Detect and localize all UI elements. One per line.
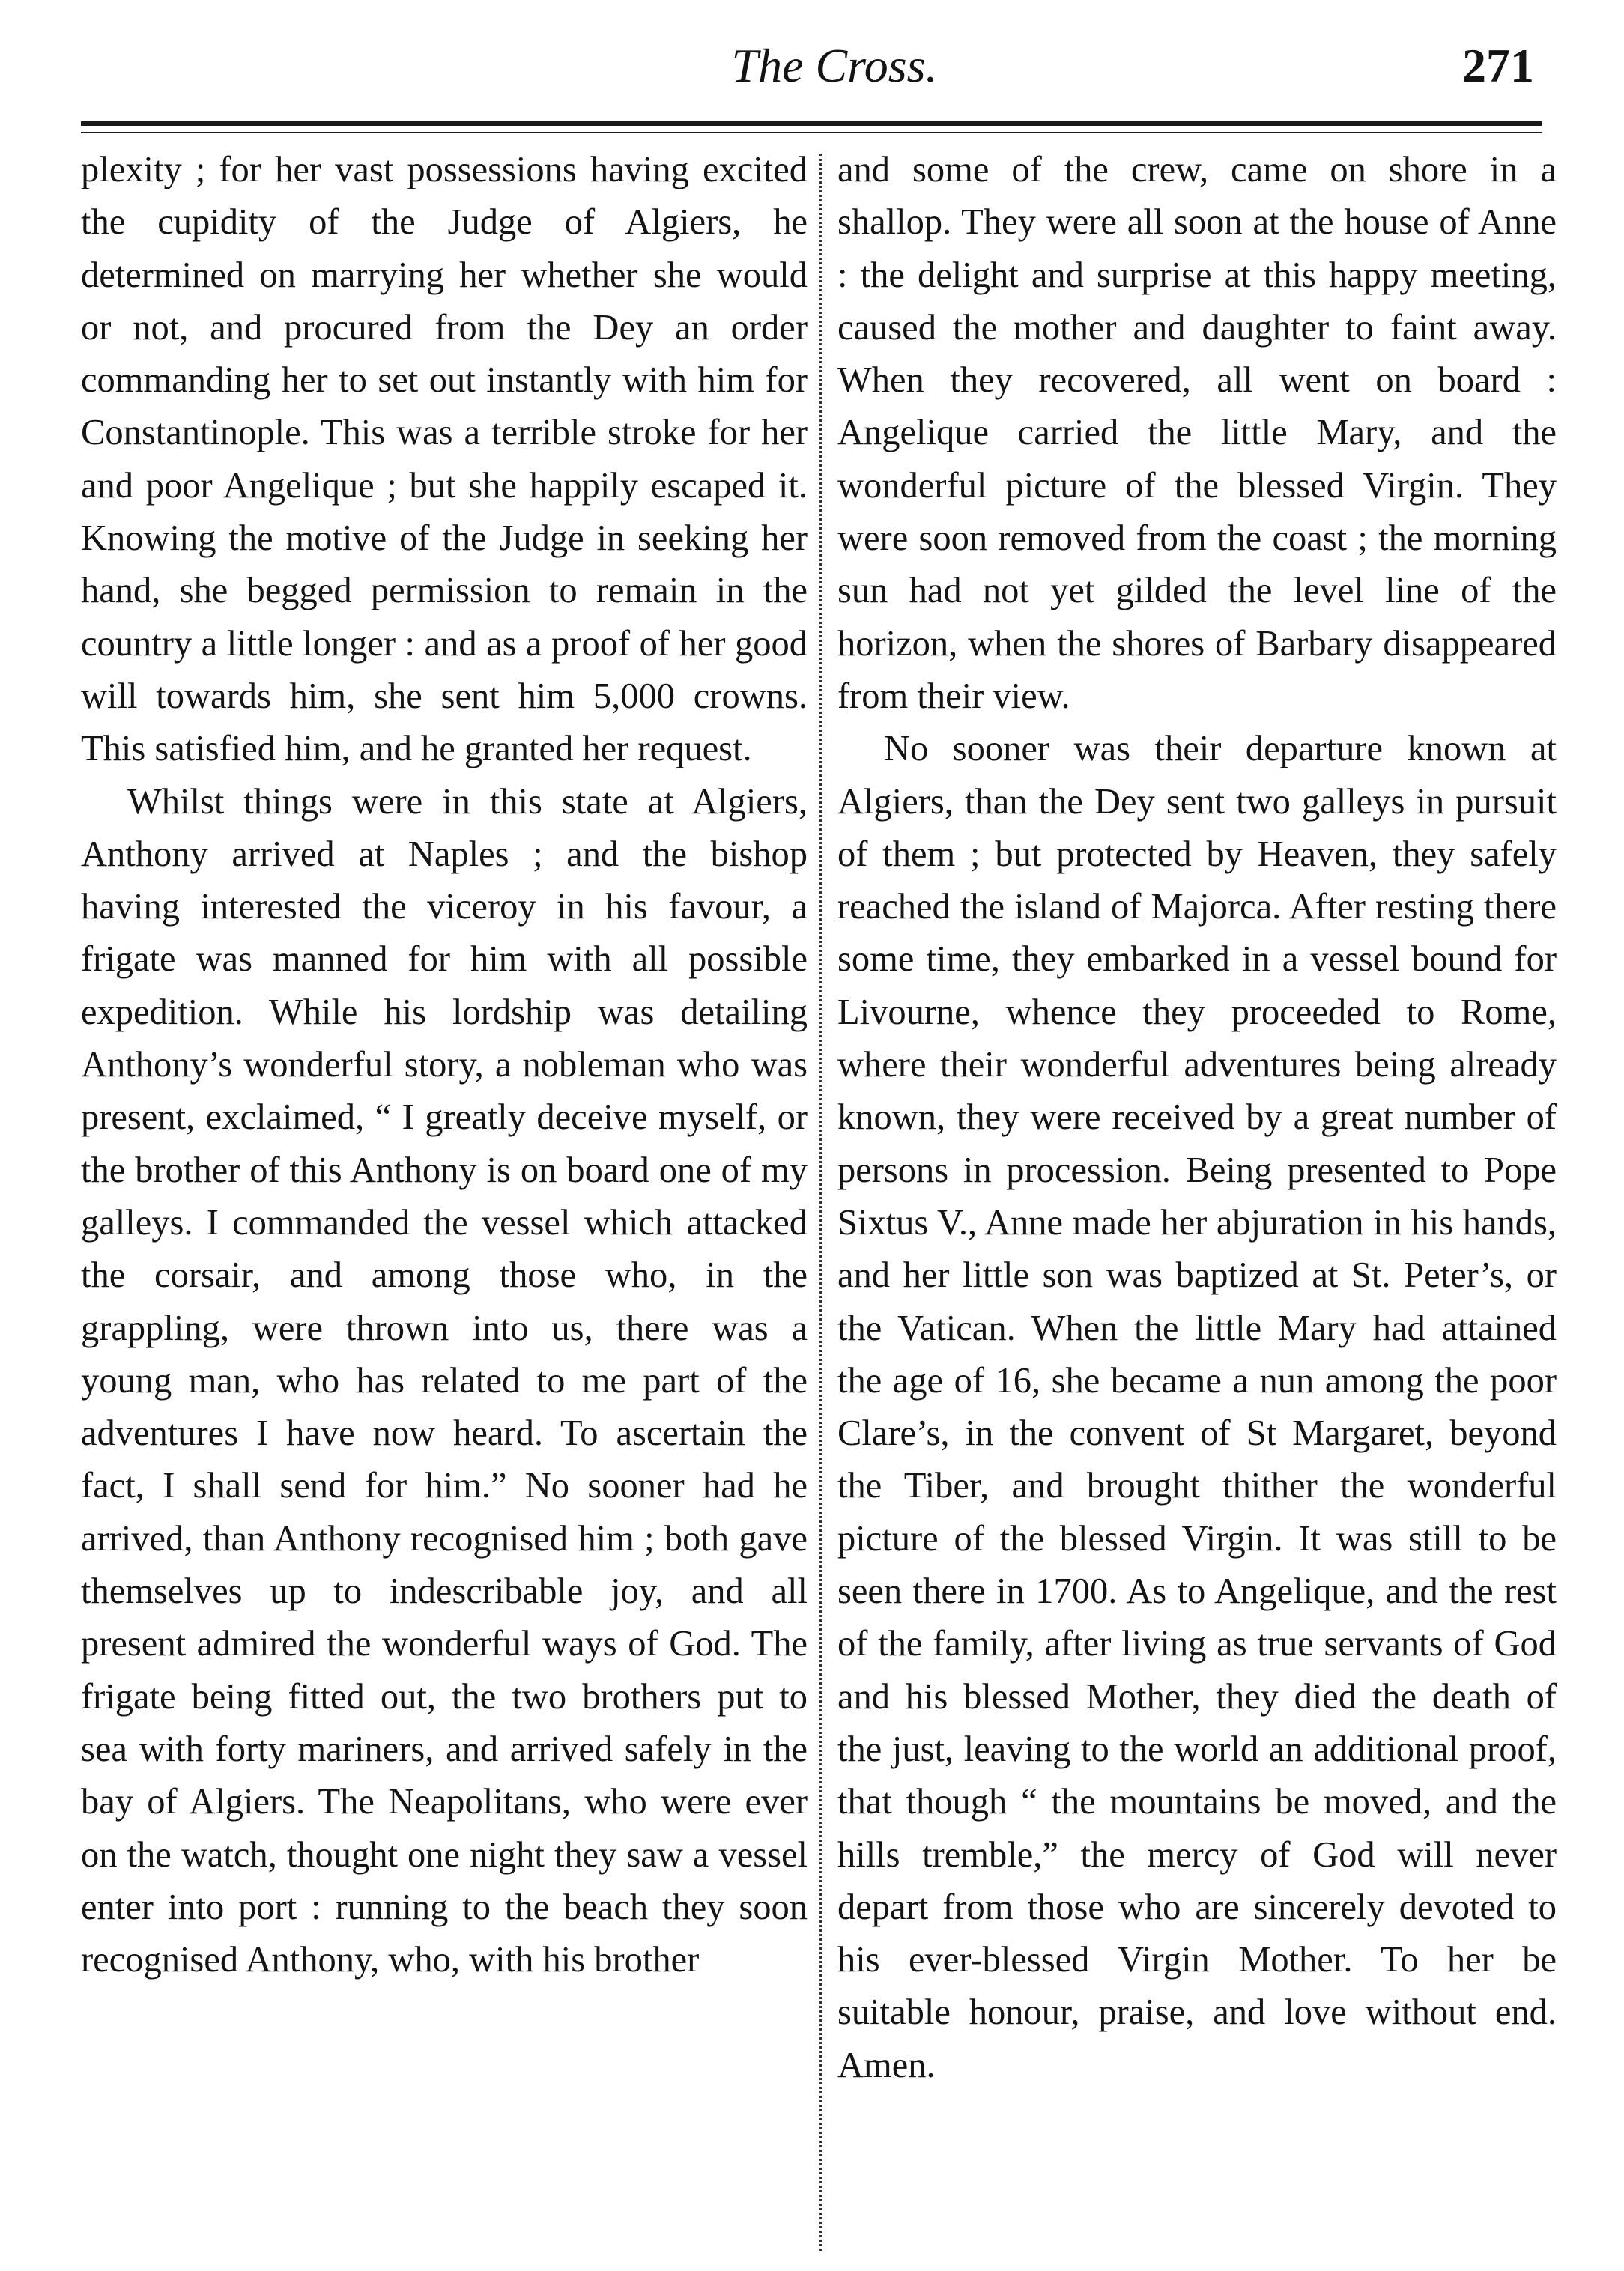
- header-rule-thin: [81, 132, 1542, 133]
- right-paragraph-1: and some of the crew, came on shore in a shallop. They were all soon at the house of Anne : the delight and surprise at this happy meeting, caused the mother and daughter to faint away. When they recovered, all went on board : Angelique carried the little Mary, and the wonderful picture of the blessed Virgin. They were soon removed from the coast ; the morning sun had not yet gilded the level line of the horizon, when the shores of Barbary disappeared from their view.: [837, 150, 1557, 716]
- column-divider: [819, 154, 822, 2251]
- right-column: [837, 144, 1557, 2241]
- page-number: 271: [1462, 39, 1534, 92]
- running-title: The Cross.: [731, 39, 938, 92]
- page-header: [0, 36, 1624, 96]
- left-column: [81, 144, 808, 2241]
- right-paragraph-2: No sooner was their departure known at Algiers, than the Dey sent two galleys in pursuit of them ; but protected by Heaven, they safely reached the island of Majorca. After resting there some time, they embarked in a vessel bound for Livourne, whence they proceeded to Rome, where their wonderful adventures being already known, they were received by a great number of persons in procession. Being presented to Pope Sixtus V., Anne made her abjuration in his hands, and her little son was baptized at St. Peter’s, or the Vatican. When the little Mary had attained the age of 16, she became a nun among the poor Clare’s, in the convent of St Margaret, beyond the Tiber, and brought thither the wonderful picture of the blessed Virgin. It was still to be seen there in 1700. As to Angelique, and the rest of the family, after living as true servants of God and his blessed Mother, they died the death of the just, leaving to the world an additional proof, that though “ the mountains be moved, and the hills tremble,” the mercy of God will never depart from those who are sincerely devoted to his ever-blessed Virgin Mother. To her be suitable honour, praise, and love without end. Amen.: [837, 729, 1557, 2085]
- left-paragraph-1: plexity ; for her vast possessions having excited the cupidity of the Judge of Algiers, he determined on marrying her whether she would or not, and procured from the Dey an order commanding her to set out instantly with him for Constantinople. This was a terrible stroke for her and poor Angelique ; but she happily escaped it. Knowing the motive of the Judge in seeking her hand, she begged permission to remain in the country a little longer : and as a proof of her good will towards him, she sent him 5,000 crowns. This satisfied him, and he granted her request.: [81, 150, 808, 769]
- left-paragraph-2: Whilst things were in this state at Algiers, Anthony arrived at Naples ; and the bishop having interested the viceroy in his favour, a frigate was manned for him with all possible expedition. While his lordship was detailing Anthony’s wonderful story, a nobleman who was present, exclaimed, “ I greatly deceive myself, or the brother of this Anthony is on board one of my galleys. I commanded the vessel which attacked the corsair, and among those who, in the grappling, were thrown into us, there was a young man, who has related to me part of the adventures I have now heard. To ascertain the fact, I shall send for him.” No sooner had he arrived, than Anthony recognised him ; both gave themselves up to indescribable joy, and all present admired the wonderful ways of God. The frigate being fitted out, the two brothers put to sea with forty mariners, and arrived safely in the bay of Algiers. The Neapolitans, who were ever on the watch, thought one night they saw a vessel enter into port : running to the beach they soon recognised Anthony, who, with his brother: [81, 781, 808, 1980]
- header-rule-thick: [81, 121, 1542, 126]
